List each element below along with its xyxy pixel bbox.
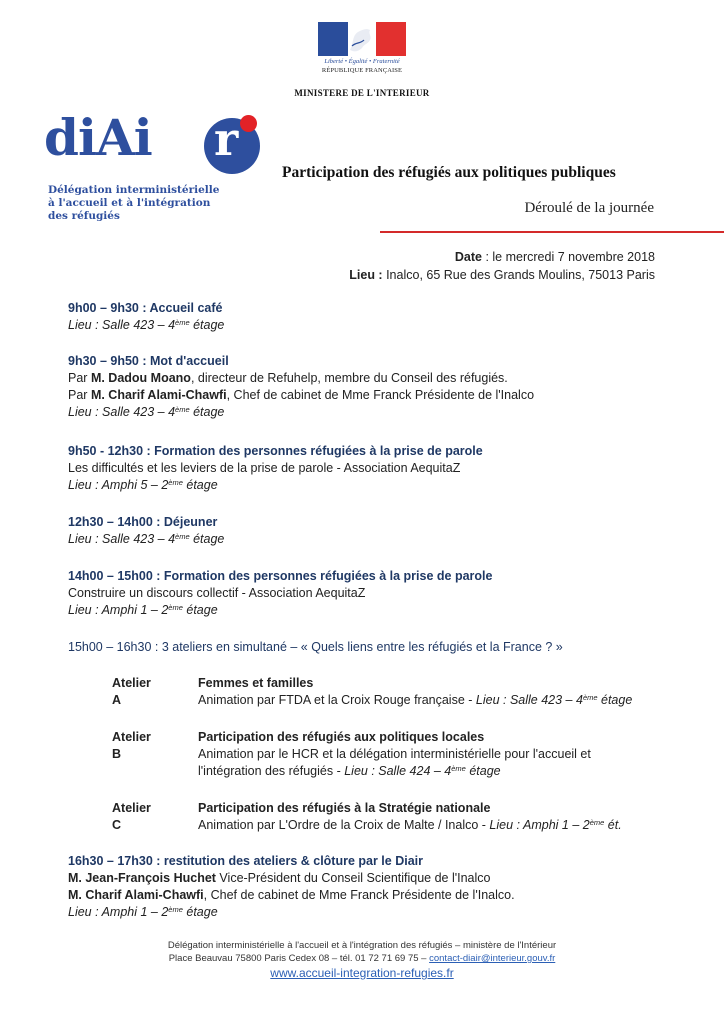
atelier-title: Femmes et familles [198,676,314,690]
session-dejeuner [68,514,224,548]
republique-francaise-logo [318,22,406,82]
diair-subtitle-line: Délégation interministérielle [48,184,220,196]
diair-logo-word: diAi [44,108,152,167]
speaker-name: M. Dadou Moano [90,371,191,385]
session-location: Lieu : Salle 423 – 4ème étage [68,318,225,332]
diair-logo [44,108,264,228]
diair-subtitle-line: des réfugiés [48,210,120,222]
session-title: 16h30 – 17h30 : restitution des ateliers & clôture par le Diair [68,854,423,868]
diair-subtitle-line: à l'accueil et à l'intégration [48,197,211,209]
diair-logo-subtitle [48,184,219,223]
marianne-profile-icon [348,22,376,56]
document-title: Participation des réfugiés aux politiques publiques [282,164,616,181]
speaker-name: M. Charif Alami-Chawfi [90,388,227,402]
speaker-line: Par M. Charif Alami-Chawfi, Chef de cabinet de Mme Franck Présidente de l'Inalco [68,388,535,402]
speaker-line: Par M. Dadou Moano, directeur de Refuhelp, membre du Conseil des réfugiés. [68,371,508,385]
session-title: 9h50 - 12h30 : Formation des personnes réfugiées à la prise de parole [68,444,483,458]
location-value: Inalco, 65 Rue des Grands Moulins, 75013 Paris [382,268,655,282]
atelier-title: Participation des réfugiés aux politiques locales [198,730,485,744]
session-location: Lieu : Amphi 5 – 2ème étage [68,478,218,492]
atelier-description: Animation par le HCR et la délégation interministérielle pour l'accueil et [198,747,591,761]
document-subtitle: Déroulé de la journée [524,200,654,216]
session-location: Lieu : Amphi 1 – 2ème étage [68,905,218,919]
atelier-description: l'intégration des réfugiés - Lieu : Salle 424 – 4ème étage [198,764,501,778]
speaker-line: M. Jean-François Huchet Vice-Président du Conseil Scientifique de l'Inalco [68,871,491,885]
session-ateliers [68,639,563,656]
session-mot-accueil [68,353,534,421]
date-value: : le mercredi 7 novembre 2018 [481,250,655,264]
republic-motto: Liberté • Égalité • Fraternité [324,58,400,65]
atelier-description: Animation par L'Ordre de la Croix de Malte / Inalco - Lieu : Amphi 1 – 2ème ét. [198,818,622,832]
diair-logo-letter-r: r [214,112,239,166]
flag-blue-band [318,22,348,56]
session-title: 12h30 – 14h00 : Déjeuner [68,515,218,529]
atelier-label: Atelier A [112,676,151,707]
footer-organization: Délégation interministérielle à l'accueil et à l'intégration des réfugiés – ministère de l'Intérieur [167,940,557,951]
red-divider [380,231,724,233]
session-description: Construire un discours collectif - Association AequitaZ [68,586,366,600]
session-description: Les difficultés et les leviers de la prise de parole - Association AequitaZ [68,461,461,475]
session-accueil-cafe [68,300,224,334]
session-title: 15h00 – 16h30 : 3 ateliers en simultané – « Quels liens entre les réfugiés et la France ? » [68,640,563,654]
republic-name: RÉPUBLIQUE FRANÇAISE [321,67,403,74]
footer-address: Place Beauvau 75800 Paris Cedex 08 – tél. 01 72 71 69 75 – [168,953,430,964]
speaker-name: M. Jean-François Huchet [68,871,216,885]
footer-contact [0,952,724,965]
location-label: Lieu : [349,268,383,282]
session-title: 9h30 – 9h50 : Mot d'accueil [68,354,229,368]
session-formation-apres-midi [68,568,492,619]
atelier-label: Atelier C [112,801,151,832]
email-link[interactable]: contact-diair@interieur.gouv.fr [429,953,556,964]
session-location: Lieu : Amphi 1 – 2ème étage [68,603,218,617]
session-restitution [68,853,515,921]
atelier-label: Atelier B [112,730,151,761]
session-title: 14h00 – 15h00 : Formation des personnes réfugiées à la prise de parole [68,569,493,583]
website-link[interactable]: www.accueil-integration-refugies.fr [270,966,454,980]
flag-red-band [376,22,406,56]
flag-white-band [348,22,376,56]
session-title: 9h00 – 9h30 : Accueil café [68,301,223,315]
session-location: Lieu : Salle 423 – 4ème étage [68,405,225,419]
ministry-name: MINISTERE DE L'INTERIEUR [294,88,430,98]
event-location [349,268,655,282]
session-location: Lieu : Salle 423 – 4ème étage [68,532,225,546]
session-formation-matin [68,443,483,494]
atelier-description: Animation par FTDA et la Croix Rouge française - Lieu : Salle 423 – 4ème étage [198,693,633,707]
speaker-line: M. Charif Alami-Chawfi, Chef de cabinet de Mme Franck Présidente de l'Inalco. [68,888,515,902]
atelier-title: Participation des réfugiés à la Stratégie nationale [198,801,491,815]
event-date [455,250,655,264]
footer [0,939,724,981]
diair-logo-red-dot [240,115,257,132]
date-label: Date [454,250,482,264]
speaker-name: M. Charif Alami-Chawfi [68,888,204,902]
